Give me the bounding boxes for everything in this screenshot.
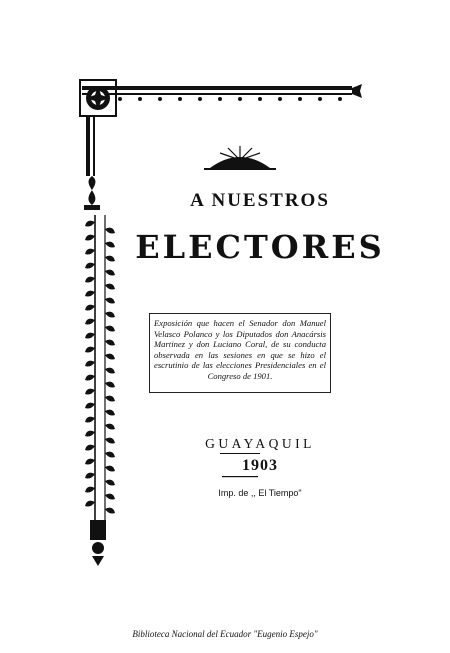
- vine-leaf-icon: [85, 417, 95, 423]
- city-rule: [220, 453, 260, 454]
- vine-leaf-icon: [85, 319, 95, 325]
- vine-leaf-icon: [85, 375, 95, 381]
- heading-line2: ELECTORES: [135, 228, 385, 266]
- bottom-finial: [90, 520, 106, 566]
- vine-leaf-icon: [85, 403, 95, 409]
- heading-line1: A NUESTROS: [190, 190, 330, 211]
- vine-leaf-icon: [85, 263, 95, 269]
- vine-leaf-icon: [85, 361, 95, 367]
- exposition-text: Exposición que hacen el Senador don Manuel Velasco Polanco y los Diputados don Anacársis Martinez y don Luciano Coral, de su conducta observada en las sesiones en que se hizo el escrutinio de las elecciones Presidenciales en el Congreso de 1901.: [154, 318, 326, 381]
- vine-leaf-icon: [85, 291, 95, 297]
- vine-leaf-icon: [105, 298, 115, 304]
- vine-leaf-icon: [85, 487, 95, 493]
- left-upper-ornament: [84, 116, 100, 210]
- vine-leaf-icon: [105, 284, 115, 290]
- vine-leaf-icon: [105, 410, 115, 416]
- publication-year: 1903: [242, 457, 278, 474]
- vine-leaf-icon: [85, 501, 95, 507]
- vine-leaf-icon: [85, 305, 95, 311]
- year-rule: [222, 476, 258, 477]
- vine-leaf-icon: [105, 326, 115, 332]
- sunburst-vignette: [204, 146, 276, 170]
- vine-leaf-icon: [105, 270, 115, 276]
- vine-leaf-icon: [85, 333, 95, 339]
- vine-leaf-icon: [105, 508, 115, 514]
- vine-leaf-icon: [105, 382, 115, 388]
- vine-leaf-icon: [85, 347, 95, 353]
- library-credit: Biblioteca Nacional del Ecuador "Eugenio Espejo": [132, 629, 318, 639]
- vine-leaf-icon: [85, 389, 95, 395]
- vine-leaf-icon: [105, 354, 115, 360]
- vine-leaf-icon: [85, 249, 95, 255]
- exposition-box: [149, 313, 331, 393]
- vine-leaf-icon: [105, 340, 115, 346]
- vine-leaf-icon: [85, 235, 95, 241]
- corner-medallion: [80, 80, 116, 116]
- vine-leaf-icon: [85, 431, 95, 437]
- vine-leaf-icon: [85, 277, 95, 283]
- vine-leaf-icon: [105, 480, 115, 486]
- vine-leaf-icon: [105, 312, 115, 318]
- vine-leaf-icon: [105, 368, 115, 374]
- vine-leaf-icon: [85, 221, 95, 227]
- vine-leaf-icon: [85, 473, 95, 479]
- vine-leaf-icon: [85, 459, 95, 465]
- vine-leaf-icon: [105, 396, 115, 402]
- printer-imprint: Imp. de ,, El Tiempo": [218, 488, 302, 498]
- place-of-publication: GUAYAQUIL: [205, 436, 315, 451]
- vine-leaf-icon: [105, 424, 115, 430]
- top-border-ornament: [82, 84, 362, 101]
- vine-leaf-icon: [85, 445, 95, 451]
